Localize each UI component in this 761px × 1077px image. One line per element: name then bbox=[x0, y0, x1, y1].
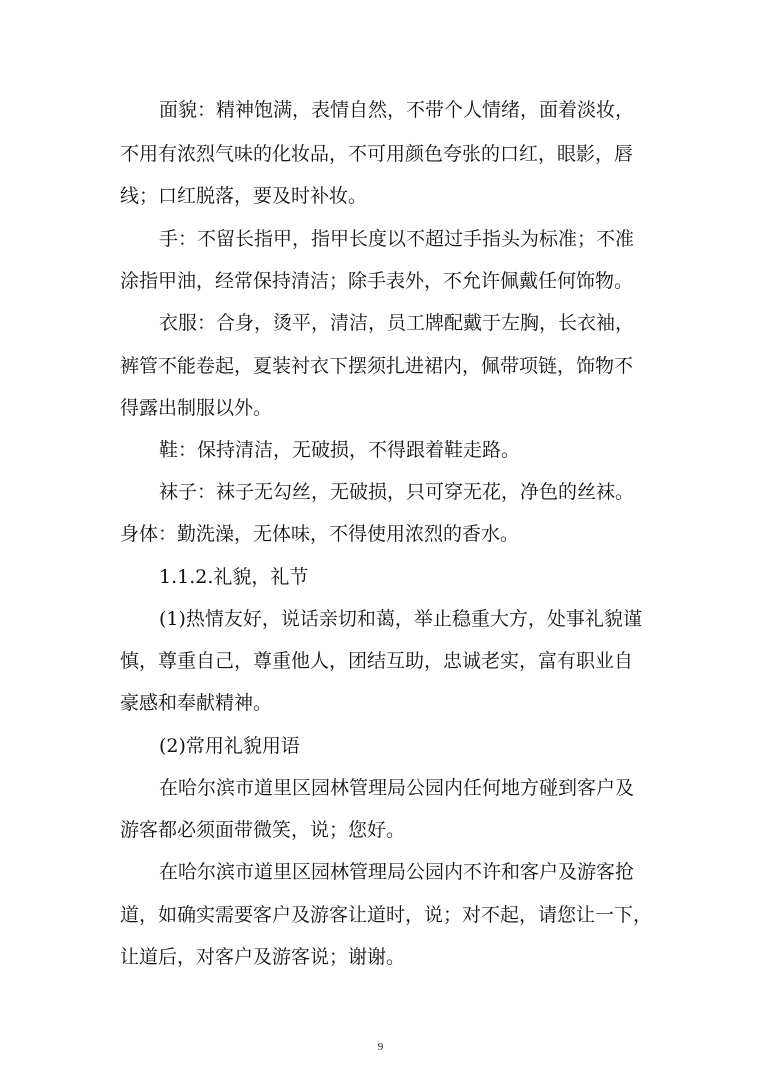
text-line: 袜子：袜子无勾丝，无破损，只可穿无花，净色的丝袜。 bbox=[159, 481, 635, 503]
page-number: 9 bbox=[377, 1041, 384, 1053]
text-line: 衣服：合身，烫平，清洁，员工牌配戴于左胸，长衣袖， bbox=[159, 312, 635, 334]
text-line: 让道后，对客户及游客说；谢谢。 bbox=[120, 946, 406, 968]
text-line: 手：不留长指甲，指甲长度以不超过手指头为标准；不准 bbox=[159, 228, 635, 250]
text-line: 游客都必须面带微笑，说；您好。 bbox=[120, 819, 406, 841]
text-line: 不用有浓烈气味的化妆品，不可用颜色夸张的口红，眼影，唇 bbox=[120, 143, 634, 165]
text-line: 涂指甲油，经常保持清洁；除手表外，不允许佩戴任何饰物。 bbox=[120, 270, 634, 292]
text-line: 得露出制服以外。 bbox=[120, 397, 273, 419]
text-line: 在哈尔滨市道里区园林管理局公园内不许和客户及游客抢 bbox=[159, 861, 635, 883]
text-line: (2)常用礼貌用语 bbox=[159, 735, 300, 757]
text-line: 裤管不能卷起，夏装衬衣下摆须扎进裙内，佩带项链，饰物不 bbox=[120, 355, 634, 377]
text-line: 身体：勤洗澡，无体味，不得使用浓烈的香水。 bbox=[120, 523, 520, 545]
text-line: 在哈尔滨市道里区园林管理局公园内任何地方碰到客户及 bbox=[159, 777, 635, 799]
section-heading: 1.1.2.礼貌，礼节 bbox=[159, 566, 309, 588]
text-line: 线；口红脱落，要及时补妆。 bbox=[120, 185, 368, 207]
text-line: 豪感和奉献精神。 bbox=[120, 692, 273, 714]
text-line: (1)热情友好，说话亲切和蔼，举止稳重大方，处事礼貌谨 bbox=[159, 608, 642, 630]
text-line: 面貌：精神饱满，表情自然，不带个人情绪，面着淡妆， bbox=[159, 99, 635, 121]
text-line: 慎，尊重自己，尊重他人，团结互助，忠诚老实，富有职业自 bbox=[120, 650, 634, 672]
text-line: 鞋：保持清洁，无破损，不得跟着鞋走路。 bbox=[159, 439, 521, 461]
text-line: 道，如确实需要客户及游客让道时，说；对不起，请您让一下， bbox=[120, 904, 653, 926]
